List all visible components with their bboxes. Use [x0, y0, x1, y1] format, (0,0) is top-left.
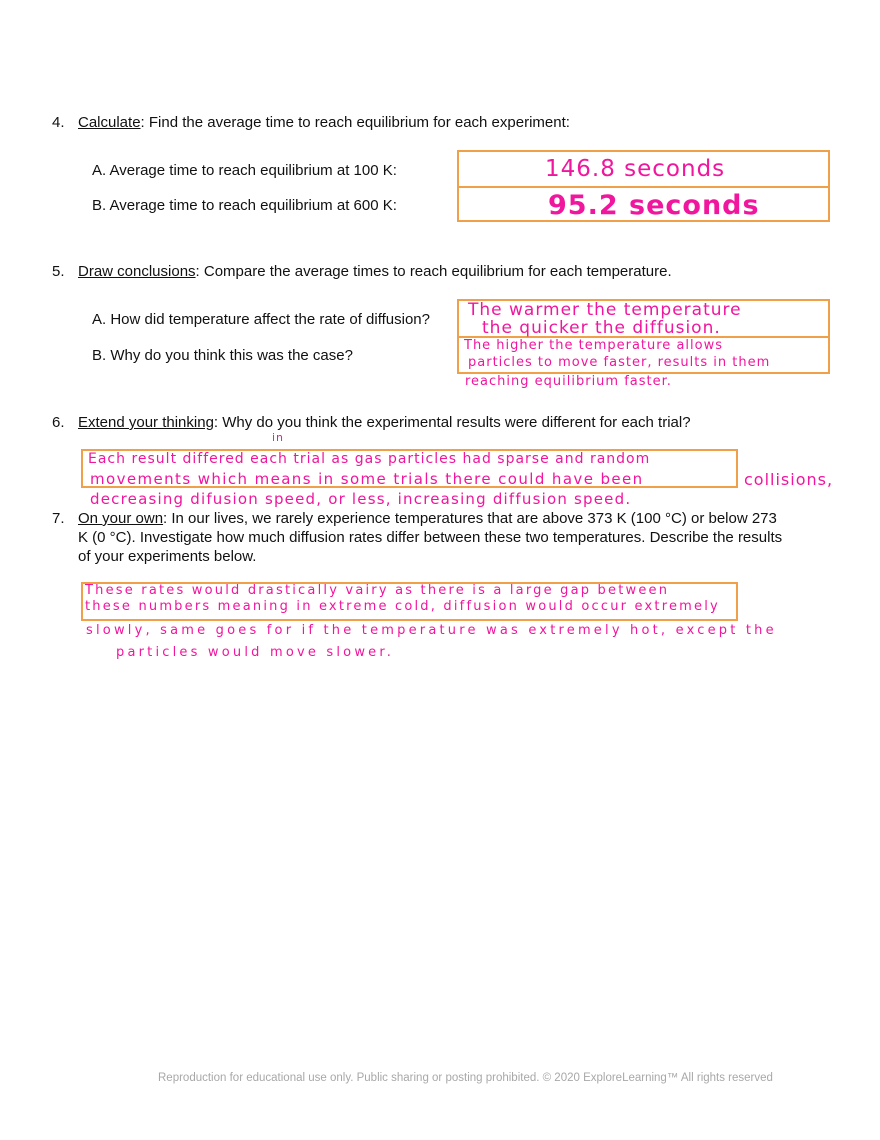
- q5-b-label: B. Why do you think this was the case?: [92, 347, 353, 364]
- q7-number: 7.: [52, 510, 65, 527]
- q4-b-answer: 95.2 seconds: [548, 190, 760, 221]
- q6-number: 6.: [52, 414, 65, 431]
- q4-text: : Find the average time to reach equilibrium for each experiment:: [140, 114, 570, 131]
- q5-text: : Compare the average times to reach equilibrium for each temperature.: [195, 263, 672, 280]
- q6-heading: Extend your thinking: [78, 414, 214, 431]
- q4-prompt: [78, 114, 570, 131]
- q7-prompt-line: [78, 510, 777, 527]
- q5-a-label: A. How did temperature affect the rate of diffusion?: [92, 311, 430, 328]
- q6-answer-line: movements which means in some trials there could have been: [90, 470, 644, 488]
- q5-a-answer-line: the quicker the diffusion.: [482, 318, 721, 338]
- q5-number: 5.: [52, 263, 65, 280]
- q7-text: : In our lives, we rarely experience temperatures that are above 373 K (100 °C) or below 273: [163, 510, 777, 527]
- q6-answer-line: decreasing difusion speed, or less, increasing diffusion speed.: [90, 490, 632, 508]
- q5-b-answer-line: particles to move faster, results in them: [468, 355, 771, 370]
- q6-text: : Why do you think the experimental results were different for each trial?: [213, 414, 691, 431]
- q4-a-label: A. Average time to reach equilibrium at 100 K:: [92, 162, 397, 179]
- q7-prompt-line: of your experiments below.: [78, 548, 257, 565]
- q4-a-answer: 146.8 seconds: [545, 156, 726, 182]
- q4-number: 4.: [52, 114, 65, 131]
- q6-answer-line: collisions,: [744, 470, 834, 489]
- q5-prompt: [78, 263, 672, 280]
- q5-a-answer-line: The warmer the temperature: [468, 300, 742, 320]
- q6-answer-line: Each result differed each trial as gas particles had sparse and random: [88, 451, 651, 467]
- q7-answer-line: these numbers meaning in extreme cold, diffusion would occur extremely: [85, 599, 720, 614]
- q4-b-label: B. Average time to reach equilibrium at 600 K:: [92, 197, 397, 214]
- q7-answer-line: These rates would drastically vairy as there is a large gap between: [85, 583, 670, 598]
- q7-answer-line: slowly, same goes for if the temperature was extremely hot, except the: [86, 623, 777, 638]
- copyright-footer: Reproduction for educational use only. Public sharing or posting prohibited. © 2020 ExploreLearning™ All rights reserved: [158, 1072, 773, 1084]
- q6-insert-mark: in: [272, 431, 285, 444]
- q6-prompt: [78, 414, 691, 431]
- q7-prompt-line: K (0 °C). Investigate how much diffusion rates differ between these two temperatures. Describe the results: [78, 529, 783, 546]
- q5-b-answer-line: The higher the temperature allows: [464, 338, 723, 353]
- q4-heading: Calculate: [78, 114, 141, 131]
- q5-b-answer-line: reaching equilibrium faster.: [465, 374, 672, 389]
- q7-answer-line: particles would move slower.: [116, 645, 395, 660]
- q5-heading: Draw conclusions: [78, 263, 196, 280]
- q7-heading: On your own: [78, 510, 164, 527]
